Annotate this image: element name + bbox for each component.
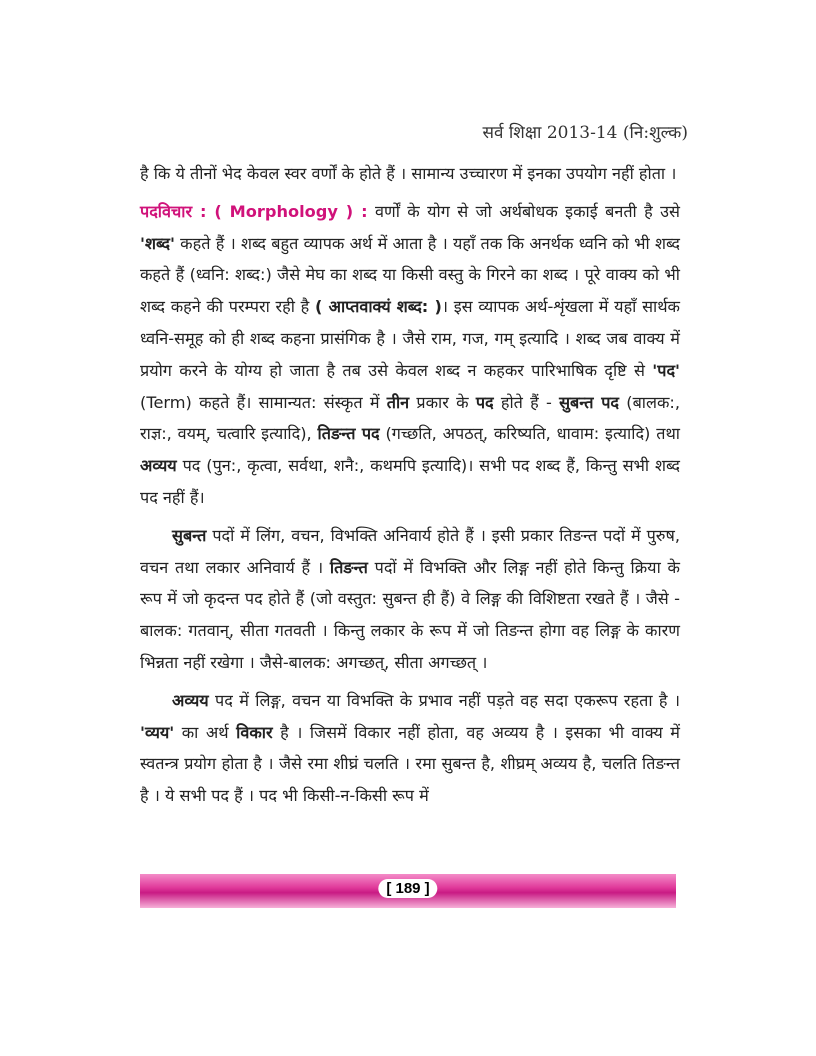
body-text	[140, 158, 680, 818]
paragraph-subanta: सुबन्त पदों में लिंग, वचन, विभक्ति अनिवार्य होते हैं । इसी प्रकार तिङन्त पदों में पुरुष, वचन तथा लकार अनिवार्य हैं । तिङन्त पदों में विभक्ति और लिङ्ग नहीं होते किन्तु क्रिया के रूप में जो कृदन्त पद होते हैं (जो वस्तुत: सुबन्त ही हैं) वे लिङ्ग की विशिष्टता रखते हैं । जैसे - बालक: गतवान्, सीता गतवती । किन्तु लकार के रूप में जो तिङन्त होगा वह लिङ्ग के कारण भिन्नता नहीं रखेगा । जैसे-बालक: अगच्छत्, सीता अगच्छत् ।	[140, 525, 680, 672]
paragraph-avyaya: अव्यय पद में लिङ्ग, वचन या विभक्ति के प्रभाव नहीं पड़ते वह सदा एकरूप रहता है । 'व्यय' का अर्थ विकार है । जिसमें विकार नहीं होता, वह अव्यय है । इसका भी वाक्य में स्वतन्त्र प्रयोग होता है । जैसे रमा शीघ्रं चलति । रमा सुबन्त है, शीघ्रम् अव्यय है, चलति तिङन्त है । ये सभी पद हैं । पद भी किसी-न-किसी रूप में	[140, 690, 680, 806]
footer-bar	[140, 874, 676, 908]
section-heading: पदविचार : ( Morphology ) :	[140, 201, 368, 221]
paragraph-continuation: है कि ये तीनों भेद केवल स्वर वर्णों के होते हैं । सामान्य उच्चारण में इनका उपयोग नहीं होता ।	[140, 164, 677, 183]
page-header: सर्व शिक्षा 2013-14 (नि:शुल्क)	[482, 123, 688, 143]
page-number: [ 189 ]	[378, 879, 437, 898]
paragraph-morphology: पदविचार : ( Morphology ) : वर्णों के योग से जो अर्थबोधक इकाई बनती है उसे 'शब्द' कहते हैं । शब्द बहुत व्यापक अर्थ में आता है । यहाँ तक कि अनर्थक ध्वनि को भी शब्द कहते हैं (ध्वनि: शब्द:) जैसे मेघ का शब्द या किसी वस्तु के गिरने का शब्द । पूरे वाक्य को भी शब्द कहने की परम्परा रही है ( आप्तवाक्यं शब्द: )। इस व्यापक अर्थ-शृंखला में यहाँ सार्थक ध्वनि-समूह को ही शब्द कहना प्रासंगिक है । जैसे राम, गज, गम् इत्यादि । शब्द जब वाक्य में प्रयोग करने के योग्य हो जाता है तब उसे केवल शब्द न कहकर पारिभाषिक दृष्टि से 'पद' (Term) कहते हैं। सामान्यत: संस्कृत में तीन प्रकार के पद होते हैं - सुबन्त पद (बालक:, राज्ञ:, वयम्, चत्वारि इत्यादि), तिङन्त पद (गच्छति, अपठत्, करिष्यति, धावाम: इत्यादि) तथा अव्यय पद (पुन:, कृत्वा, सर्वथा, शनै:, कथमपि इत्यादि)। सभी पद शब्द हैं, किन्तु सभी शब्द पद नहीं हैं।	[140, 201, 681, 507]
